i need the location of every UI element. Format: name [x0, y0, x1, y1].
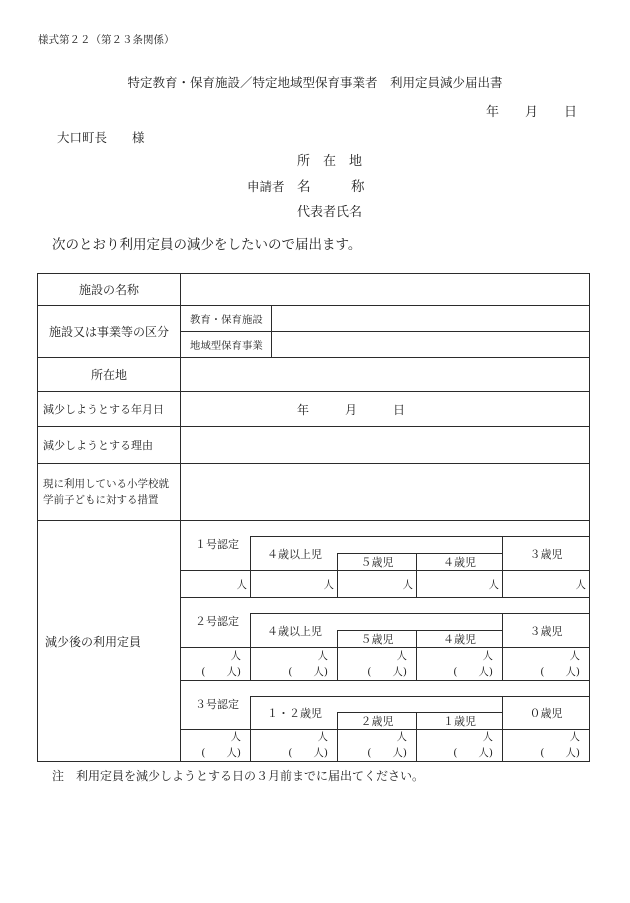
- category-option-education-field: [271, 305, 590, 332]
- cert-2-sub-unit-group: ( 人): [288, 665, 328, 678]
- cert-1-sub-header-1: [337, 553, 417, 571]
- cert-3-other-label: ０歳児: [529, 707, 563, 720]
- cert-3-sub-header-1: [337, 712, 417, 730]
- reduction-date-value: 年 月 日: [297, 402, 406, 417]
- cert-3-unit-other: 人: [569, 731, 580, 744]
- location-label: [37, 357, 181, 392]
- cert-2-other-header: [502, 613, 590, 648]
- cert-3-value-total: [180, 729, 251, 762]
- category-label-text: 施設又は事業等の区分: [48, 325, 169, 339]
- category-label: [37, 305, 181, 358]
- cert-1-unit-sub-2: 人: [488, 578, 499, 591]
- cert-2-value-total: [180, 647, 251, 681]
- cert-3-unit-total: 人: [230, 731, 241, 744]
- form-number: 様式第２２（第２３条関係）: [38, 34, 175, 46]
- reduction-date-label-text: 減少しようとする年月日: [43, 403, 164, 416]
- facility-name-label: [37, 273, 181, 306]
- cert-3-unit-sub-1: 人: [396, 731, 407, 744]
- cert-2-other-label: ３歳児: [529, 624, 563, 638]
- facility-name-label-text: 施設の名称: [78, 283, 139, 297]
- facility-name-field: [180, 273, 590, 306]
- cert-2-group-label: ４歳以上児: [267, 624, 322, 638]
- cert-1-value-total: [180, 570, 251, 598]
- cert-3-sub-label-2: １歳児: [443, 715, 476, 728]
- cert-3-other-header: [502, 696, 590, 730]
- reason-field: [180, 426, 590, 464]
- cert-2-value-sub-1: [337, 647, 417, 681]
- cert-2-value-other: [502, 647, 590, 681]
- category-option-community: [180, 331, 272, 358]
- cert-2-unit-group: 人: [317, 649, 328, 662]
- cert-1-unit-group: 人: [323, 578, 334, 591]
- cert-2-unit-other: 人: [569, 649, 580, 662]
- applicant-name-label: 名 称: [297, 179, 365, 195]
- capacity-label-text: 減少後の利用定員: [45, 634, 142, 649]
- measures-label: [37, 463, 181, 521]
- cert-3-sub-label-1: ２歳児: [360, 715, 394, 728]
- cert-2-sub-header-1: [337, 630, 417, 648]
- reason-label: [37, 426, 181, 464]
- cert-1-value-other: [502, 570, 590, 598]
- cert-1-label: １号認定: [195, 538, 239, 551]
- cert-2-unit-total: 人: [230, 649, 241, 662]
- submission-date: 年 月 日: [485, 105, 577, 120]
- cert-3-unit-group: 人: [317, 731, 328, 744]
- cert-2-sub-header-2: [416, 630, 503, 648]
- location-field: [180, 357, 590, 392]
- cert-3-value-sub-1: [337, 729, 417, 762]
- cert-1-value-group: [250, 570, 338, 598]
- form-title: 特定教育・保育施設／特定地域型保育事業者 利用定員減少届出書: [127, 75, 503, 90]
- cert-2-unit-sub-2: 人: [482, 649, 493, 662]
- measures-label-line-2: 学前子どもに対する措置: [43, 494, 159, 506]
- cert-3-sub-unit-group: ( 人): [288, 746, 328, 759]
- category-option-community-text: 地域型保育事業: [190, 340, 263, 352]
- cert-3-value-sub-2: [416, 729, 503, 762]
- cert-1-value-sub-1: [337, 570, 417, 598]
- footer-note: 注 利用定員を減少しようとする日の３月前までに届出てください。: [52, 769, 425, 783]
- cert-1-unit-other: 人: [575, 578, 586, 591]
- cert-2-sub-label-1: ５歳児: [360, 633, 394, 646]
- cert-1-sub-header-2: [416, 553, 503, 571]
- cert-3-sub-unit-sub-1: ( 人): [367, 746, 407, 759]
- cert-3-label: ３号認定: [195, 698, 239, 711]
- cert-2-unit-sub-1: 人: [396, 649, 407, 662]
- applicant-label: 申請者: [247, 179, 285, 194]
- measures-field: [180, 463, 590, 521]
- reason-label-text: 減少しようとする理由: [43, 439, 153, 452]
- cert-3-sub-header-2: [416, 712, 503, 730]
- cert-3-sub-unit-other: ( 人): [540, 746, 580, 759]
- cert-1-other-header: [502, 536, 590, 571]
- cert-2-sub-unit-sub-1: ( 人): [367, 665, 407, 678]
- cert-1-other-label: ３歳児: [529, 547, 563, 561]
- capacity-label: [37, 520, 181, 762]
- cert-1-unit-total: 人: [236, 578, 247, 591]
- cert-2-sub-unit-total: ( 人): [201, 665, 241, 678]
- category-option-community-field: [271, 331, 590, 358]
- addressee: 大口町長 様: [57, 130, 145, 145]
- category-option-education-text: 教育・保育施設: [190, 314, 263, 326]
- category-option-education: [180, 305, 272, 332]
- cert-3-sub-unit-sub-2: ( 人): [453, 746, 493, 759]
- cert-3-value-other: [502, 729, 590, 762]
- reduction-date-label: [37, 391, 181, 427]
- cert-2-sub-unit-other: ( 人): [540, 665, 580, 678]
- reduction-date-field: [180, 391, 590, 427]
- applicant-representative-label: 代表者氏名: [297, 205, 363, 220]
- cert-1-unit-sub-1: 人: [402, 578, 413, 591]
- cert-2-value-sub-2: [416, 647, 503, 681]
- cert-2-sub-label-2: ４歳児: [443, 633, 476, 646]
- cert-3-group-label: １・２歳児: [267, 707, 322, 720]
- cert-3-sub-unit-total: ( 人): [201, 746, 241, 759]
- location-label-text: 所在地: [90, 368, 127, 382]
- cert-1-group-label: ４歳以上児: [267, 547, 322, 561]
- cert-2-label: ２号認定: [195, 615, 239, 628]
- cert-3-unit-sub-2: 人: [482, 731, 493, 744]
- intro-text: 次のとおり利用定員の減少をしたいので届出ます。: [52, 237, 362, 253]
- cert-1-sub-label-2: ４歳児: [443, 556, 476, 569]
- measures-label-line-1: 現に利用している小学校就: [43, 478, 169, 490]
- cert-1-sub-label-1: ５歳児: [360, 556, 394, 569]
- cert-2-value-group: [250, 647, 338, 681]
- applicant-address-label: 所 在 地: [297, 154, 363, 169]
- cert-2-sub-unit-sub-2: ( 人): [453, 665, 493, 678]
- cert-1-value-sub-2: [416, 570, 503, 598]
- cert-3-value-group: [250, 729, 338, 762]
